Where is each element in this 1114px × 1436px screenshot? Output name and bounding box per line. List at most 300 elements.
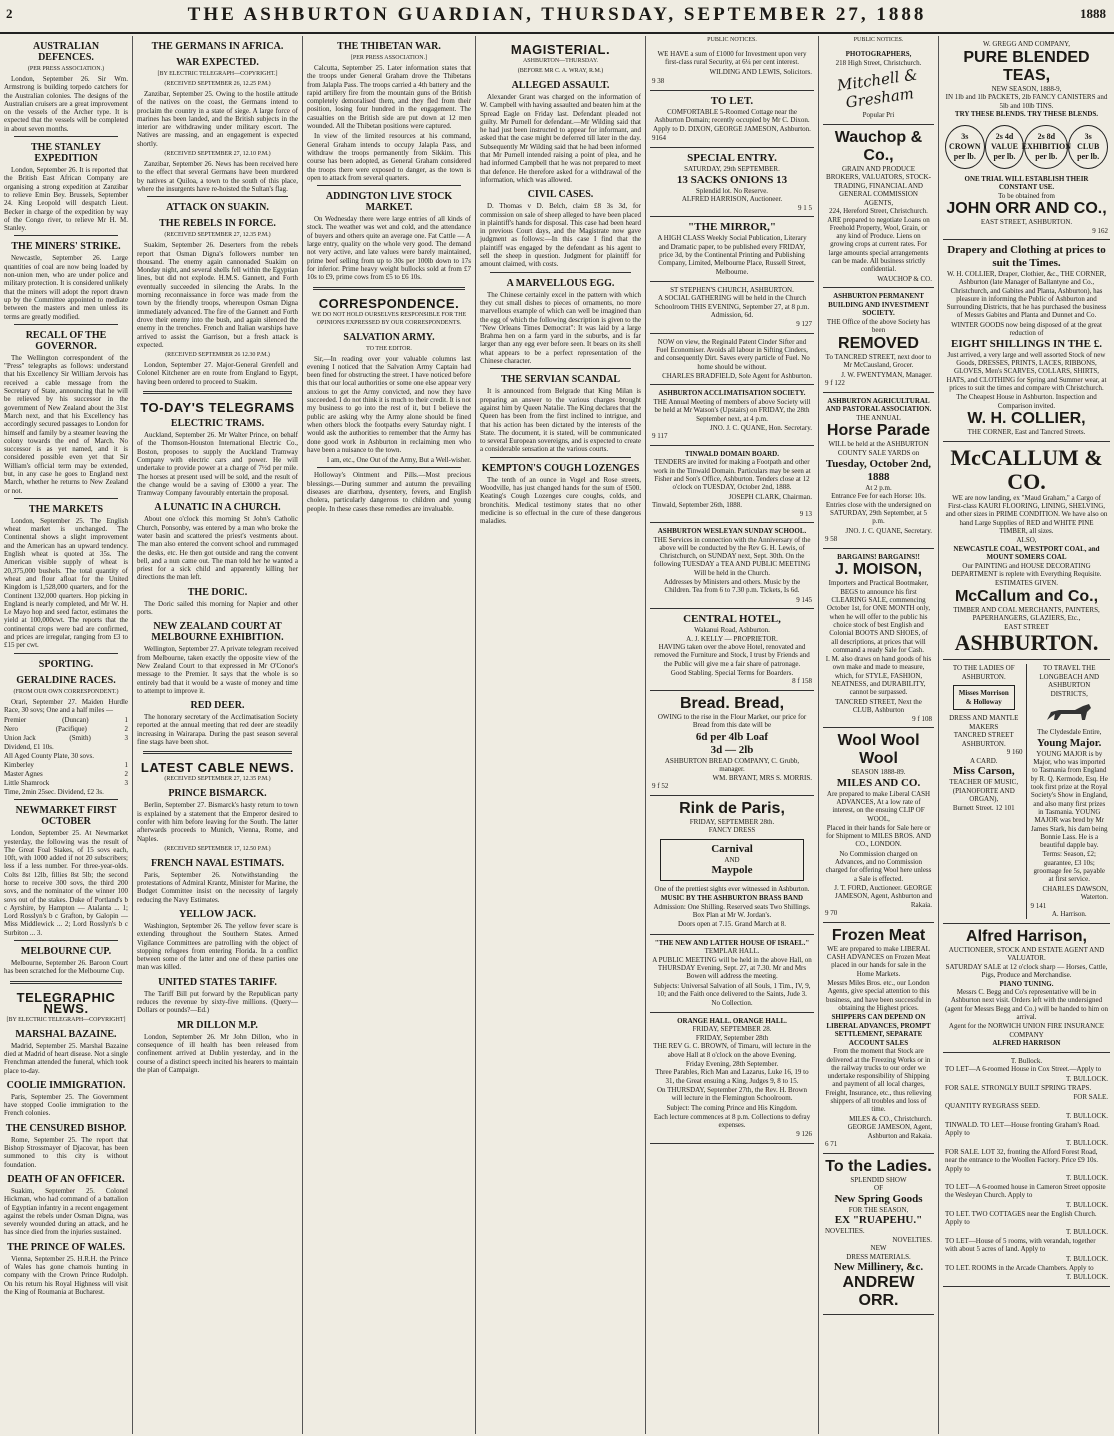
- headline-thibetan: THE THIBETAN WAR.: [337, 41, 441, 52]
- ad-time: At 2 p.m.: [865, 483, 892, 492]
- ad-ref: 9 70: [825, 909, 838, 918]
- ad-address: 218 High Street, Christchurch.: [835, 58, 922, 67]
- ad-wool: [823, 728, 934, 923]
- ad-text: IN 1lb and 1lb PACKETS, 2lb FANCY CANISTERS and 5lb and 10lb TINS.: [945, 93, 1108, 110]
- agency-line: [BY ELECTRIC TELEGRAPH—COPYRIGHT.]: [157, 71, 278, 77]
- divider: [317, 185, 461, 186]
- ad-address: TANCRED STREET, Next the CLUB, Ashburton: [835, 697, 922, 715]
- ad-text: HAVING taken over the above Hotel, renovated and removed the Furniture and Stock, I trust by Friends and the Public will give me a fair share of patronage.: [654, 643, 810, 668]
- ad-date: Tinwald, September 26th, 1888.: [652, 501, 742, 510]
- ad-title: TINWALD DOMAIN BOARD.: [685, 449, 779, 458]
- ad-text: TIMBER AND COAL MERCHANTS, PAINTERS, PAPERHANGERS, GLAZIERS, Etc.,: [953, 605, 1100, 623]
- column-3: [303, 36, 476, 1434]
- ad-collier: [943, 240, 1110, 442]
- headline-salvation: SALVATION ARMY.: [343, 331, 435, 343]
- headline-bismarck: PRINCE BISMARCK.: [168, 788, 267, 800]
- race-result-row: Union Jack (Smith) 3: [4, 734, 128, 743]
- ad-text: To be obtained from: [998, 191, 1055, 200]
- ad-sub: A CARD.: [969, 756, 998, 765]
- ad-ref: 9 117: [652, 432, 668, 441]
- ad-text: Good Stabling. Special Terms for Boarders.: [670, 668, 794, 677]
- ad-address: THE CORNER, East and Tancred Streets.: [967, 428, 1086, 437]
- article-germans: Zanzibar, September 25. Owing to the hostile attitude of the natives on the coast, the Germans intend to proclaim the country in a state of siege. A large force of marines has been landed, and the British subjects in the interior are withdrawing under military escort. The Natives are massing, and an engagement is expected shortly.: [137, 90, 298, 148]
- article-reddeer: The honorary secretary of the Acclimatisation Society reported at the annual meeting that red deer are steadily increasing in Wairarapa. During the past season several fine stags have been shot.: [137, 713, 298, 747]
- race-result-row: Little Shamrock 3: [4, 779, 128, 788]
- article-egg: The Chinese certainly excel in the pattern with which they cut small dishes to pieces of ornaments, no more marvellous example of which can well be imagined than the egg of which the following description is given to the "New Orleans Times Democrat": It was laid by a large Brahma hen on a farm yard in the suburbs, and is far larger than any egg ever before seen. It bears on its shell what appears to be a perfect representation of the Chinese character.: [480, 290, 641, 366]
- article-dillon: London, September 26. Mr John Dillon, who in consequence of ill health has been released from confinement arrived at Dublin yesterday, and in the course of a distinct speech incited his hearers to maintain the plan of Campaign.: [137, 1032, 298, 1074]
- ad-sub: GRAIN AND PRODUCE BROKERS, VALUATORS, STOCK-TRADING, FINANCIAL AND GENERAL COMMISSION AGENTS,: [826, 164, 931, 207]
- ad-acclimatisation: [650, 385, 814, 445]
- ad-text: SATURDAY SALE at 12 o'clock sharp — Horses, Cattle, Pigs, Produce and Merchandise.: [945, 962, 1108, 980]
- ad-text: Doors open at 7.15. Grand March at 8.: [677, 920, 787, 929]
- race-results: [4, 716, 128, 796]
- ad-to-let: [650, 91, 814, 148]
- ad-cinder-sifter: [650, 334, 814, 386]
- ad-title: PIANO TUNING.: [999, 979, 1054, 988]
- ad-title: T. Bullock.: [1010, 1056, 1043, 1065]
- headline-servian: THE SERVIAN SCANDAL: [500, 374, 621, 386]
- bread-price: 6d per 4lb Loaf: [695, 730, 769, 743]
- ad-rink: [650, 796, 814, 935]
- newspaper-title: THE ASHBURTON GUARDIAN, THURSDAY, SEPTEMBER 27, 1888: [187, 4, 927, 25]
- race-time: Time, 2min 25sec. Dividend, £2 3s.: [4, 788, 104, 797]
- ad-ref: 9 38: [652, 76, 665, 85]
- ad-name: ANDREW ORR.: [842, 1274, 915, 1310]
- ad-sub: NOVELTIES.: [892, 1235, 932, 1244]
- geraldine-sub: (FROM OUR OWN CORRESPONDENT.): [13, 688, 119, 695]
- ad-headline: McCALLUM & CO.: [950, 444, 1103, 494]
- headline-suakin: ATTACK ON SUAKIN.: [166, 202, 269, 214]
- ad-ref: 8 f 158: [792, 677, 812, 686]
- article-suakin-2: London, September 27. Major-General Grenfell and Colonel Kitchener are en route from England to Egypt, having been ordered to proceed to Suakim.: [137, 361, 298, 386]
- ad-headline: Rink de Paris,: [679, 799, 785, 817]
- divider: [14, 799, 118, 800]
- ad-text: TENDERS are invited for making a Footpath and other work in the Tinwald Domain. Particulars may be seen at Fisher and Son's Office, Ashburton. Tenders close at 12 o'clock on TUESDAY, October 2nd, 1888.: [653, 458, 811, 492]
- ad-ref: 9164: [652, 134, 666, 143]
- ad-ref: 9 f 52: [652, 782, 669, 791]
- headline-todays: TO-DAY'S TELEGRAMS: [140, 400, 295, 416]
- ad-text: WE HAVE a sum of £1000 for Investment upon very first-class rural Security, at 6¼ per cent interest.: [657, 50, 807, 67]
- ad-ref: 9 145: [796, 595, 812, 604]
- ad-ref: 9 1 5: [798, 203, 812, 212]
- headline-war: WAR EXPECTED.: [176, 57, 259, 68]
- ad-address: 224, Hereford Street, Christchurch.: [829, 207, 928, 215]
- ad-sub: Importers and Practical Bootmaker,: [828, 579, 929, 588]
- ad-headline: To the Ladies.: [825, 1157, 932, 1175]
- ad-sub: DRESS AND MANTLE MAKERS: [949, 714, 1019, 731]
- all-aged-plate: All Aged County Plate, 30 sovs.: [4, 752, 95, 761]
- magisterial-before: (BEFORE MR C. A. WRAY, R.M.): [517, 68, 604, 74]
- ad-templar-hall: [650, 935, 814, 1013]
- ad-name: JNO. J. C. QUANE, Secretary.: [845, 526, 932, 535]
- ad-name: A. J. KELLY — PROPRIETOR.: [686, 634, 778, 643]
- ad-st-stephens: [650, 282, 814, 334]
- ad-title: ASHBURTON WESLEYAN SUNDAY SCHOOL.: [657, 527, 807, 536]
- ad-text: WILL be held at the ASHBURTON COUNTY SALE YARDS on: [828, 440, 929, 457]
- received-line: (RECEIVED SEPTEMBER 27, 12.35 P.M.): [164, 232, 271, 239]
- ad-ref: 9 162: [1092, 226, 1108, 235]
- ad-title: SPECIAL ENTRY.: [687, 152, 777, 165]
- ad-sub: AUCTIONEER, STOCK AND ESTATE AGENT AND VALUATOR.: [948, 945, 1105, 963]
- headline-prince: THE PRINCE OF WALES.: [7, 1241, 125, 1253]
- headline-rebels: THE REBELS IN FORCE.: [159, 218, 276, 230]
- ad-bread: [650, 691, 814, 796]
- ad-sub: NEW SEASON, 1888-9,: [991, 84, 1062, 93]
- race-result-row: Nero (Pacifique) 2: [4, 725, 128, 734]
- ad-text: Three Parables, Rich Man and Lazarus, Luke 16, 19 to 31, the Great ensuing a King, Judges 9, 8 to 15.: [655, 1068, 809, 1085]
- race-result-row: Premier (Duncan) 1: [4, 716, 128, 725]
- ad-wesleyan: [650, 523, 814, 609]
- ad-text: W. H. COLLIER, Draper, Clothier, &c., THE CORNER, Ashburton (late Manager of Ballantyne and Co., Christchurch, and Gabites and Planta, Ashburton), has pleasure in informing the Public of Ashburton and Surrounding Districts, that he has purchased the business of Messrs Gabites and Planta and Dunnet and Co.: [946, 270, 1107, 320]
- divider: [14, 235, 118, 236]
- correspondence-note: WE DO NOT HOLD OURSELVES RESPONSIBLE FOR THE OPINIONS EXPRESSED BY OUR CORRESPONDENTS.: [311, 311, 467, 326]
- headline-magisterial: MAGISTERIAL.: [510, 42, 611, 57]
- headline-dillon: MR DILLON M.P.: [177, 1019, 258, 1031]
- bullock-listing: TO LET—A 6-roomed House in Cox Street.—Apply to T. BULLOCK.: [945, 1065, 1108, 1083]
- article-melbourne: Melbourne, September 26. Baroon Court has been scratched for the Melbourne Cup.: [4, 959, 128, 976]
- tea-badge-crown: 3s CROWN per lb.: [945, 125, 985, 169]
- letter-signoff: I am, etc., One Out of the Army, But a Well-wisher.: [326, 456, 471, 465]
- article-newmarket: London, September 25. At Newmarket yesterday, the following was the result of The Great Foal Stakes, of 15 sovs each, 10ft, with 1000 added if not 20 subscribers; less if a less number. For three-year-olds. Colts 8st 12lb, fillies 8st 5lb; the second horse to receive 300 sovs, the third 200 sovs, and the nominator of the winner 100 sovs out of the stakes. Duke of Portland's b c Ayrshire, by Hampton — Atalanta ... 1; Lord Rosslyn's b c Grafton, by Galopin — Miss Middlewick ... 2; Lord Rosslyn's b c Surbiton ... 3.: [4, 829, 128, 937]
- headline-egg: A MARVELLOUS EGG.: [506, 277, 615, 289]
- ad-date: FRIDAY, September 28th: [695, 1033, 769, 1042]
- article-tariff: The Tariff Bill put forward by the Republican party reduces the revenue by sixty-five millions. (Query—Dollars or pounds?—Ed.): [137, 989, 298, 1015]
- article-germans-2: Zanzibar, September 26. News has been received here to the effect that several Germans have been murdered by natives at Quiloa, a town to the south of this place, where the insurgents have re-hoisted the Sultan's flag.: [137, 160, 298, 193]
- ad-name: ASHBURTON BREAD COMPANY, C. Grubb, manager.: [664, 756, 800, 774]
- ad-sub: (PIANOFORTE AND ORGAN),: [952, 786, 1015, 804]
- article-officer: Suakim, September 25. Colonel Hickman, who had command of a battalion of Egyptian infantry in a recent engagement against the rebels under Osman Digna, was severely wounded during an attack, and he has since died from the injuries sustained.: [4, 1186, 128, 1237]
- ad-sub: TEMPLAR HALL.: [704, 947, 760, 956]
- bread-price: 3d — 2lb: [710, 743, 754, 756]
- ad-row-morrison-major: [943, 660, 1110, 923]
- column-7: [939, 36, 1114, 1434]
- ad-title: ASHBURTON ACCLIMATISATION SOCIETY.: [658, 389, 806, 398]
- headline-geraldine: GERALDINE RACES.: [16, 674, 116, 686]
- ad-text: WE are prepared to make LIBERAL CASH ADVANCES on Frozen Meat placed in our hands for sale in the Home Markets.: [826, 944, 931, 978]
- ad-andrew-orr: [823, 1154, 934, 1316]
- article-bismarck: Berlin, September 27. Bismarck's hasty return to town is explained by a statement that the Emperor desired to confer with him before leaving for the South. The latter afterwards proceeds to Munich, Vienna, Rome, and Naples.: [137, 801, 298, 843]
- divider: [317, 467, 461, 468]
- morrison-box: [953, 685, 1015, 710]
- ad-text: Terms: Season, £2; guarantee, £3 10s; groomage fee 5s, payable at first service.: [1033, 850, 1106, 884]
- ad-headline: New Millinery, &c.: [833, 1261, 924, 1274]
- agency-line: [PER PRESS ASSOCIATION.]: [350, 55, 428, 61]
- article-yellow: Washington, September 26. The yellow fever scare is extending throughout the Southern States. Armed Vigilance Committees are patrolling with the object of stopping refugees from entering Florida. In a conflict between some of the latter and one of these parties one man was killed.: [137, 922, 298, 972]
- received-line: (RECEIVED SEPTEMBER 27, 12.10 P.M.): [164, 151, 271, 158]
- ad-text: BEGS to announce his first CLEARING SALE, commencing October 1st, for ONE MONTH only, when he will offer to the public his choice stock of best English and Colonial BOOTS AND SHOES, of all descriptions, at prices that will command a ready Sale for Cash.: [826, 587, 931, 654]
- ad-text: Splendid lot. No Reserve.: [695, 186, 769, 195]
- ad-text: Our PAINTING and HOUSE DECORATING DEPARTMENT is replete with Everything Requisite.: [951, 561, 1102, 579]
- ad-text: Entrance Fee for each Horse: 10s.: [831, 492, 926, 501]
- ad-photographers: [823, 46, 934, 125]
- article-stanley: London, September 26. It is reported that the British East African Company are organising a strong expedition at Zanzibar to relieve Emin Bey. Brussels, September 24. King Leopold will despatch Lieut. Becker in charge of the expedition by way of the Congo river, to relieve Mr H. M. Stanley.: [4, 166, 128, 233]
- headline-defences: AUSTRALIAN DEFENCES.: [32, 41, 100, 63]
- ad-text: ARE prepared to negotiate Loans on Freehold Property, Wool, Grain, or any kind of Produce. Liens on growing crops at current rates. For large amounts special arrangements can be made. All business strictly confidential.: [827, 215, 930, 274]
- headline-doric: THE DORIC.: [187, 586, 248, 598]
- race-result-row: Master Agnes 2: [4, 770, 128, 779]
- article-doric: The Doric sailed this morning for Napier and other ports.: [137, 599, 298, 617]
- divider: [490, 457, 631, 458]
- ad-text: A PUBLIC MEETING will be held in the above Hall, on THURSDAY Evening, Sept. 27, at 7.30. Mr and Mrs Bowen will address the meeting.: [652, 955, 812, 981]
- letter-salvation: Sir,—In reading over your valuable columns last evening I noticed that the Salvation Army Captain had been fined for obstructing the street. I have noticed before this that our local authorities or some one else appear very anxious to get the Army convicted, and now they have succeeded. I do not think it is much to their credit. It is not my business to go into the rest of it, but I believe the public are asking why the Army alone should be fined when others block the footpaths every Saturday night. I would ask the authorities to remember that the Army has done good work in Ashburton in reclaiming men who have been a nuisance to the town.: [307, 354, 471, 454]
- ad-headline: Misses Morrison & Holloway: [958, 689, 1009, 706]
- ad-frozen-meat: [823, 923, 934, 1154]
- ad-title: PHOTOGRAPHERS,: [845, 50, 912, 58]
- bullock-listing: TO LET. ROOMS in the Arcade Chambers. Apply to T. BULLOCK.: [945, 1263, 1108, 1282]
- ad-wauchop: [823, 125, 934, 289]
- ad-sub: NOVELTIES.: [825, 1227, 865, 1236]
- headline-germans: THE GERMANS IN AFRICA.: [151, 41, 284, 52]
- tea-badge-value: 2s 4d VALUE per lb.: [985, 125, 1025, 169]
- ad-name: WM. BRYANT, MRS S. MORRIS.: [712, 773, 812, 782]
- ad-tinwald-domain: [650, 446, 814, 523]
- ad-ref: 9 160: [1006, 748, 1023, 757]
- ad-text: WINTER GOODS now being disposed of at the great reduction of: [951, 320, 1102, 338]
- headline-melbourne: MELBOURNE CUP.: [20, 946, 112, 958]
- ad-address: Burnett Street. 12 101: [952, 803, 1015, 812]
- ad-headline: Carnival: [711, 842, 753, 855]
- ad-text: THE Annual Meeting of members of above Society will be held at Mr Watson's (Upstairs) on FRIDAY, the 28th September next, at 4 p.m.: [653, 397, 811, 423]
- ad-sub: Popular Pri: [862, 111, 895, 119]
- newspaper-page: [0, 36, 1114, 1436]
- ad-text: Messrs Miles Bros. etc., our London Agents, give special attention to this business, and have been successful in obtaining the Highest prices.: [826, 979, 931, 1012]
- ad-text: To TANCRED STREET, next door to Mr McCausland, Grocer.: [825, 353, 932, 370]
- ad-title: ASHBURTON PERMANENT BUILDING AND INVESTMENT SOCIETY.: [828, 292, 929, 318]
- article-bazaine: Madrid, September 25. Marshal Bazaine died at Madrid of heart disease. Not a single Frenchman attended the funeral, which took place to-day.: [4, 1041, 128, 1075]
- article-coolie: Paris, September 25. The Government have stopped Coolie immigration to the French colonies.: [4, 1092, 128, 1118]
- masthead: [0, 0, 1114, 34]
- ad-text: Just arrived, a very large and well assorted Stock of new Goods, DRESSES, PRINTS, LACES, RIBBONS, GLOVES, Men's SCARVES, COLLARS, SHIRTS, HATS, and CLOTHING for Spring and Summer wear, at prices to suit the times and compare with Christchurch.: [946, 350, 1107, 392]
- headline-recall: RECALL OF THE GOVERNOR.: [25, 329, 107, 352]
- divider: [14, 324, 118, 325]
- ad-sub: DRESS MATERIALS.: [846, 1252, 911, 1261]
- ad-sub: FOR THE SEASON,: [848, 1205, 909, 1214]
- ad-name: WAUCHOP & CO.: [877, 274, 932, 283]
- article-censured: Rome, September 25. The report that Bishop Strossmayer of Djacovar, has been summoned to this city is without foundation.: [4, 1135, 128, 1169]
- ad-sub: The Clydesdale Entire,: [1037, 728, 1102, 737]
- headline-cure: KEMPTON'S COUGH LOZENGES: [481, 462, 640, 474]
- divider: [313, 287, 465, 290]
- ad-text: On THURSDAY, September 27th, the Rev. H. Brown will lecture in the Flemington Schoolroom.: [656, 1085, 808, 1103]
- received-line: (RECEIVED SEPTEMBER 27, 12.35 P.M.): [164, 776, 271, 783]
- ad-date: SATURDAY, 29th SEPTEMBER.: [684, 165, 780, 174]
- divider: [14, 498, 118, 499]
- ad-title: CENTRAL HOTEL,: [683, 613, 781, 626]
- race-result-row: Kimberley 1: [4, 761, 128, 770]
- ad-sub: THE ANNUAL: [856, 413, 901, 422]
- column-2: [133, 36, 303, 1434]
- ad-headline: Wauchop & Co.,: [834, 128, 923, 164]
- ad-bullock: [943, 1053, 1110, 1288]
- article-geraldine: Orari, September 27. Maiden Hurdle Race, 30 sovs; One and a half miles —: [4, 697, 128, 714]
- ad-ref: 9 f 108: [912, 714, 932, 723]
- ad-name: ALFRED HARRISON: [992, 1039, 1061, 1048]
- column-1: [0, 36, 133, 1434]
- column-5: [646, 36, 819, 1434]
- headline-assault: ALLEGED ASSAULT.: [511, 80, 610, 91]
- article-civil: D. Thomas v D. Belch, claim £8 3s 3d, for commission on sale of sheep alleged to have been placed in plaintiff's hands for disposal. This case had been heard in previous Court days, and the Magistrate now gave judgment as follows:—In this case I find that the plaintiff was engaged by the defendant as his agent to sell the sheep in question. Judgment for plaintiff for amount claimed, with costs.: [480, 202, 641, 269]
- bullock-listing: FOR SALE. STRONGLY BUILT SPRING TRAPS. FOR SALE.: [945, 1083, 1108, 1102]
- column-6: [819, 36, 939, 1434]
- ad-text: OWING to the rise in the Flour Market, our price for Bread from this date will be: [657, 712, 807, 730]
- ad-name: McCallum and Co.,: [954, 587, 1099, 605]
- ad-name: JNO. J. C. QUANE, Hon. Secretary.: [709, 423, 812, 432]
- ad-text: ONE TRIAL WILL ESTABLISH THEIR CONSTANT USE.: [964, 174, 1089, 191]
- headline-coolie: COOLIE IMMIGRATION.: [6, 1079, 126, 1091]
- ad-title: "THE NEW AND LATTER HOUSE OF ISRAEL.": [654, 938, 810, 947]
- public-notices-label: PUBLIC NOTICES.: [707, 37, 757, 43]
- ad-headline: EIGHT SHILLINGS IN THE £.: [951, 337, 1102, 350]
- divider: [143, 391, 292, 394]
- ad-text: The Cheapest House in Ashburton. Inspection and Comparison invited.: [956, 393, 1097, 410]
- received-line: (RECEIVED SEPTEMBER 26 12.30 P.M.): [165, 352, 270, 359]
- horse-icon: [1039, 700, 1099, 726]
- ad-text: Placed in their hands for Sale here or for Shipment to MILES BROS. AND CO., LONDON.: [825, 823, 931, 849]
- ad-date: Tuesday, October 2nd, 1888: [825, 457, 932, 483]
- article-miners: Newcastle, September 26. Large quantities of coal are now being loaded by non-union men, who are under police and military protection. It is considered unlikely that the miners will adopt the report drawn up by the Committee appointed to mediate between the masters and men unless its terms are greatly modified.: [4, 254, 128, 321]
- ad-text: From the moment that Stock are delivered at the Freezing Works or in the railway trucks to our order we undertake responsibility of Shipping and payment of all local charges, Freight, Insurance, etc., thus relieving shippers of all troubles and loss of time.: [825, 1047, 932, 1114]
- ad-title: W. GREGG AND COMPANY,: [982, 40, 1071, 48]
- ad-text: Addresses by Ministers and others. Music by the Children. Tea from 6 to 7.30 p.m. Tickets, Is 6d.: [663, 578, 801, 595]
- bullock-listing: TO LET—A 6-roomed house in Cameron Street opposite the Wesleyan Church. Apply to T. BULLOCK.: [945, 1183, 1108, 1209]
- ad-headline: PURE BLENDED TEAS,: [963, 48, 1090, 84]
- ad-address: EAST STREET, ASHBURTON.: [980, 218, 1073, 226]
- ad-headline: Miss Carson,: [952, 765, 1015, 778]
- ad-ref: 6 71: [825, 1140, 838, 1149]
- ad-name: CHARLES BRADFIELD, Sole Agent for Ashburton.: [662, 371, 812, 380]
- ad-headline: REMOVED: [838, 335, 919, 353]
- headline-yellow: YELLOW JACK.: [178, 909, 257, 920]
- ad-orange-hall: [650, 1013, 814, 1144]
- divider: [10, 981, 122, 984]
- bullock-listing: QUANTITY RYEGRASS SEED. T. BULLOCK.: [945, 1102, 1108, 1120]
- headline-correspondence: CORRESPONDENCE.: [318, 295, 460, 311]
- ad-sub: Wakanui Road, Ashburton.: [694, 626, 770, 635]
- ad-sub: SEASON 1888-89.: [851, 768, 906, 777]
- ad-text: I. M. also draws on hand goods of his own make and made to measure, which, for STYLE, FASHION, NEATNESS, and DURABILITY, cannot be surpassed.: [825, 655, 932, 697]
- agency-line: [BY ELECTRIC TELEGRAPH—COPYRIGHT]: [6, 1016, 126, 1023]
- column-4: [476, 36, 646, 1434]
- ad-title: ORANGE HALL. ORANGE HALL.: [677, 1016, 787, 1025]
- ad-ref: 9 126: [796, 1130, 812, 1139]
- ad-text: THE Office of the above Society has been: [826, 317, 931, 334]
- ad-text: No Commission charged on Advances, and no Commission charged for offering Wool here unless a Sale is effected.: [825, 849, 932, 883]
- ad-name: ALFRED HARRISON, Auctioneer.: [681, 195, 783, 204]
- headline-stanley: THE STANLEY EXPEDITION: [30, 142, 102, 165]
- headline-markets: THE MARKETS: [28, 503, 104, 515]
- article-cure: The tenth of an ounce in Vogel and Rose streets, Woodville, has just changed hands for the sum of £500. Keating's Cough Lozenges cure coughs, colds, and bronchitis. Medical testimony states that no other medicine is so effectual in the cure of these dangerous maladies.: [480, 475, 641, 526]
- ad-headline: J. MOISON,: [834, 561, 923, 579]
- ad-ref: 9 13: [799, 509, 812, 518]
- ad-text: NOW on view, the Reginald Patent Cinder Sifter and Fuel Economiser. Avoids all labour in Sifting Cinders, and consequently Dirt. Saves every particle of Fuel. No home should be without.: [654, 337, 810, 371]
- headline-nzcourt: NEW ZEALAND COURT AT MELBOURNE EXHIBITION.: [151, 621, 284, 644]
- received-line: (RECEIVED SEPTEMBER 26, 12.25 P.M.): [164, 81, 271, 87]
- ad-name: J. T. FORD, Auctioneer. GEORGE JAMESON, Agent, Ashburton and Rakaia.: [834, 883, 932, 909]
- ad-text: Each lecture commences at 8 p.m. Collections to defray expenses.: [653, 1112, 811, 1130]
- headline-telegraphic: TELEGRAPHIC NEWS.: [16, 989, 116, 1016]
- ad-headline: Young Major.: [1037, 736, 1102, 749]
- ad-text: Subjects: Universal Salvation of all Souls, 1 Tim., IV, 9, 10; and the Faith once delivered to the Saints, Jude 3.: [653, 981, 811, 998]
- article-addington: On Wednesday there were large entries of all kinds of stock. The weather was wet and cold, and the attendance of buyers and others quite an average one. Fat Cattle — A large entry, quality on the whole very good. The demand not very active, and late values were barely maintained, prime beef selling from up to 30s per 100lb down to 17s for inferior. Prime heavy weight bullocks sold at from £7 10s to £9, prime cows from £5 to £6 10s.: [307, 215, 471, 282]
- article-markets: London, September 25. The English wheat market is unchanged. The Continental shows a slight improvement and the American has an upward tendency. English wheat is quoted at 35s. The American visible supply of wheat is 20,375,000 bushels. The total quantity of wheat and flour afloat for the United Kingdom is 1,528,000 quarters, and for the Continent 132,000 quarters. Hop picking in England is nearly completed, and Mr W. H. Le Mayo hop and seed factor, estimates the yield at 100,000cwt. The reports that the continental crops were bad are confirmed, and prices are irregular, ranging from £3 to £15 per cwt.: [4, 516, 128, 650]
- ad-name: MILES AND CO.: [836, 776, 921, 789]
- article-naval: Paris, September 26. Notwithstanding the protestations of Admiral Krantz, Minister for Marine, the Budget Committee insist on the necessity of largely reducing the Navy Estimates.: [137, 870, 298, 904]
- ad-headline: Maypole: [711, 864, 753, 877]
- ad-sub: SPLENDID SHOW: [850, 1175, 907, 1184]
- ad-title: ASHBURTON AGRICULTURAL AND PASTORAL ASSOCIATION.: [825, 396, 932, 414]
- tea-badge-exhibition: 2s 8d EXHIBITION per lb.: [1024, 125, 1068, 169]
- headline-officer: DEATH OF AN OFFICER.: [7, 1173, 125, 1185]
- ad-text: Are prepared to make Liberal CASH ADVANCES, At a low rate of interest, on the ensuing CLIP OF WOOL,: [826, 789, 931, 823]
- ad-name: W. H. COLLIER,: [967, 410, 1086, 428]
- ad-ref: 9 58: [825, 535, 838, 544]
- ad-headline: JOHN ORR AND CO.,: [946, 200, 1107, 217]
- divider: [14, 653, 118, 654]
- ad-title: "THE MIRROR,": [688, 221, 776, 234]
- ad-name: CHARLES DAWSON, Waterton.: [1042, 884, 1108, 902]
- headline-bazaine: MARSHAL BAZAINE.: [15, 1028, 117, 1040]
- ad-title: TO THE LADIES OF ASHBURTON.: [952, 664, 1015, 681]
- ad-moison: [823, 549, 934, 728]
- ad-address: TANCRED STREET ASHBURTON.: [953, 731, 1014, 748]
- ad-title: BARGAINS! BARGAINS!!: [837, 552, 920, 561]
- ad-text: Entries close with the undersigned on SATURDAY, 29th September, at 5 p.m.: [825, 500, 932, 526]
- bullock-listing: TO LET—House of 5 rooms, with verandah, together with about 5 acres of land. Apply to T. BULLOCK.: [945, 1236, 1108, 1263]
- dividend: Dividend, £1 10s.: [4, 743, 54, 752]
- ad-address: EAST STREET: [1004, 622, 1049, 631]
- page-number: 2: [6, 6, 13, 21]
- ad-text: A SOCIAL GATHERING will be held in the Church Schoolroom THIS EVENING, September 27, at 8 p.m. Admission, 6d.: [654, 294, 810, 319]
- ad-name: J. W. FWENTYMAN, Manager.: [841, 370, 932, 379]
- ad-permanent-building: [823, 288, 934, 393]
- divider: [147, 196, 288, 197]
- ad-sub: MUSIC BY THE ASHBURTON BRASS BAND: [660, 894, 804, 903]
- ad-alfred-harrison: [943, 924, 1110, 1053]
- ad-text: THE REV G. C. BROWN, of Timaru, will lecture in the above Hall at 8 o'clock on the above Evening.: [653, 1042, 811, 1059]
- ad-name: WILDING AND LEWIS, Solicitors.: [709, 67, 812, 76]
- ad-headline: Wool Wool Wool: [837, 732, 920, 768]
- article-servian: It is announced from Belgrade that King Milan is preparing an answer to the various charges brought against him by Queen Natalie. The King declares that the Queen has been from the first inclined to intrigue, and that his action has been dictated by the interests of the State. The document, it is stated, will be communicated to several European sovereigns, and is expected to create a considerable sensation at the various courts.: [480, 387, 641, 454]
- headline-naval: FRENCH NAVAL ESTIMATS.: [150, 857, 285, 869]
- masthead-year: 1888: [1080, 6, 1106, 21]
- ad-text: One of the prettiest sights ever witnessed in Ashburton.: [654, 885, 810, 894]
- ad-text: A HIGH CLASS Weekly Social Publication, Literary and Dramatic paper, to be published every FRIDAY, price 3d, by the Continental Printing and Publishing Company, Limited, Melbourne Place, Russell Street, Melbourne.: [657, 234, 807, 276]
- divider: [490, 272, 631, 273]
- headline-latest-cable: LATEST CABLE NEWS.: [140, 760, 295, 776]
- magisterial-sub: ASHBURTON—THURSDAY.: [522, 58, 599, 64]
- tea-badges: [945, 125, 1108, 169]
- headline-sporting: SPORTING.: [38, 658, 94, 670]
- article-thibetan-2: In view of the limited resources at his command, General Graham intends to occupy Jalapla Pass, and withdraw the troops permanently from Sikkim. This course has been adopted, as General Graham considered the troops there were exposed to danger, as the town is open to attack from several quarters.: [307, 132, 471, 182]
- ad-headline: Horse Parade: [826, 422, 931, 440]
- headline-newmarket: NEWMARKET FIRST OCTOBER: [15, 805, 117, 828]
- ad-mccallum: [943, 442, 1110, 661]
- ad-morrison: [945, 664, 1027, 918]
- ad-sub: FANCY DRESS: [708, 826, 756, 835]
- ad-headline: Drapery and Clothing at prices to suit the Times.: [947, 244, 1106, 269]
- ad-special-entry: [650, 148, 814, 217]
- holloway-notice: Holloway's Ointment and Pills.—Most precious blessings.—During summer and autumn the prevailing diseases are diarrhœa, dysentery, fevers, and English cholera, particularly dangerous to children and young people. In these cases these remedies are invaluable.: [307, 471, 471, 513]
- ad-sub: SHIPPERS CAN DEPEND ON LIBERAL ADVANCES, PROMPT SETTLEMENT, SEPARATE ACCOUNT SALES: [826, 1013, 931, 1047]
- ad-horse-parade: [823, 393, 934, 549]
- public-notices-label: PUBLIC NOTICES.: [853, 37, 904, 43]
- ad-text: No Collection.: [711, 999, 753, 1008]
- divider: [143, 751, 292, 754]
- headline-lunatic: A LUNATIC IN A CHURCH.: [154, 502, 281, 514]
- ad-text: YOUNG MAJOR is by Major, who was imported to Tasmania from England by R. Q. Kermode, Esq. He took first prize at the Royal Society's Show in England, and also many first prizes in Tasmania. YOUNG MAJOR was bred by Mr James Stark, his dam being Bonnie Lass. He is a beautiful dapple bay.: [1030, 749, 1108, 850]
- headline-civil: CIVIL CASES.: [527, 189, 594, 201]
- ad-sub: OF: [874, 1184, 883, 1193]
